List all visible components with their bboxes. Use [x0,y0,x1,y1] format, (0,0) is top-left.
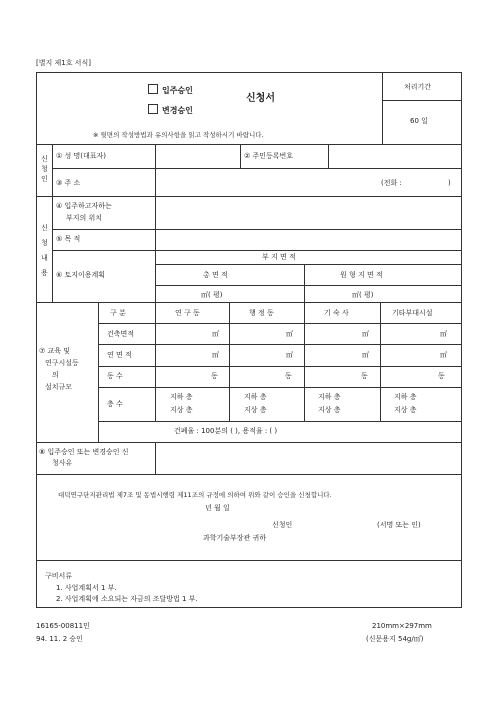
other-floor-unit[interactable]: ㎡ [440,351,447,359]
site-area-header: 부 지 면 적 [262,253,296,261]
phone-label: (전화 : [381,179,402,187]
applicant-sign-label: 신청인 [272,521,293,529]
purpose-field[interactable] [157,232,458,248]
change-checkbox[interactable] [148,104,158,114]
signature-field[interactable]: (서명 또는 인) [377,521,421,529]
option-change: 변경승인 [148,104,193,115]
coverage-ratio-text[interactable]: 건폐율 : 100분의 ( ), 용적율 : ( ) [174,427,278,435]
site-location-label-1: ④ 입주하고자하는 [56,202,112,210]
site-location-label-2: 부지의 위치 [66,214,103,222]
total-area-header: 총 면 적 [203,271,228,279]
facility-label-4: 설치규모 [45,383,73,391]
admin-count-unit[interactable]: 동 [285,372,292,380]
form-title: 신청서 [246,93,275,104]
research-area-unit[interactable]: ㎡ [212,330,219,338]
land-plan-label: ⑥ 토지이용계획 [56,271,106,279]
row-label-floors: 층 수 [107,400,123,408]
phone-close: ) [448,179,451,187]
name-field[interactable] [157,147,237,166]
id-number-field[interactable] [330,147,458,166]
notice-text: ※ 뒷면의 작성방법과 유의사항을 읽고 작성하시기 바랍니다. [93,131,264,139]
green-area-header: 원 형 지 면 적 [340,271,383,279]
address-label: ③ 주 소 [56,179,81,187]
site-location-field[interactable] [157,199,458,227]
reason-field[interactable] [158,445,458,472]
other-count-unit[interactable]: 동 [438,372,445,380]
name-label: ① 성 명(대표자) [56,152,106,160]
admin-above[interactable]: 지상 층 [244,406,267,414]
paper-type: (신문용지 54g/㎡) [366,635,424,643]
declaration-text: 대덕연구단지관리법 제7조 및 동법시행령 제11조의 규정에 의하여 위와 같이 승인을 신청합니다. [58,491,332,499]
move-in-checkbox[interactable] [148,84,158,94]
other-area-unit[interactable]: ㎡ [440,330,447,338]
form-code: 16165-00811민 [36,622,90,630]
admin-area-unit[interactable]: ㎡ [286,330,293,338]
research-count-unit[interactable]: 동 [211,372,218,380]
facility-label-3: 의 [52,371,59,379]
research-above[interactable]: 지상 층 [170,406,193,414]
col-header-admin: 행 정 동 [249,309,274,317]
total-area-field[interactable]: ㎡( 평) [201,291,223,299]
processing-period-label: 처리기간 [404,83,432,91]
processing-period-value: 60 일 [410,117,428,125]
dorm-count-unit[interactable]: 동 [361,372,368,380]
id-number-label: ② 주민등록번호 [244,152,294,160]
dorm-under[interactable]: 지하 층 [318,393,341,401]
facility-label-1: ⑦ 교육 및 [39,347,71,355]
address-field[interactable] [157,171,377,193]
admin-under[interactable]: 지하 층 [244,393,267,401]
approval-date: 94. 11. 2 승인 [36,635,83,643]
row-label-count: 동 수 [107,372,123,380]
purpose-label: ⑤ 목 적 [56,235,81,243]
option-move-in: 입주승인 [148,84,193,95]
col-header-research: 연 구 동 [175,309,200,317]
form-id: [별지 제1호 서식] [36,59,91,67]
admin-floor-unit[interactable]: ㎡ [286,351,293,359]
reason-label-1: ⑧ 입주승인 또는 변경승인 신 [39,448,129,456]
dorm-above[interactable]: 지상 층 [318,406,341,414]
dorm-area-unit[interactable]: ㎡ [362,330,369,338]
research-floor-unit[interactable]: ㎡ [212,351,219,359]
application-date[interactable]: 년 월 일 [205,504,230,512]
paper-size: 210mm×297mm [372,622,432,630]
recipient: 과학기술부장관 귀하 [203,534,267,542]
facility-label-2: 연구시설등 [45,359,79,367]
attachments-title: 구비서류 [45,572,73,580]
row-label-floor-area: 연 면 적 [107,351,132,359]
dorm-floor-unit[interactable]: ㎡ [362,351,369,359]
attachment-item-1: 1. 사업계획서 1 부. [56,584,117,592]
col-header-dorm: 기 숙 사 [324,309,349,317]
col-header-type: 구 분 [110,309,126,317]
row-label-area: 건축면적 [107,330,135,338]
green-area-field[interactable]: ㎡( 평) [352,291,374,299]
reason-label-2: 청사유 [52,459,73,467]
attachment-item-2: 2. 사업계획에 소요되는 자금의 조달방법 1 부. [56,595,198,603]
other-above[interactable]: 지상 층 [394,406,417,414]
research-under[interactable]: 지하 층 [170,393,193,401]
other-under[interactable]: 지하 층 [394,393,417,401]
col-header-other: 기타부대시설 [392,309,433,317]
